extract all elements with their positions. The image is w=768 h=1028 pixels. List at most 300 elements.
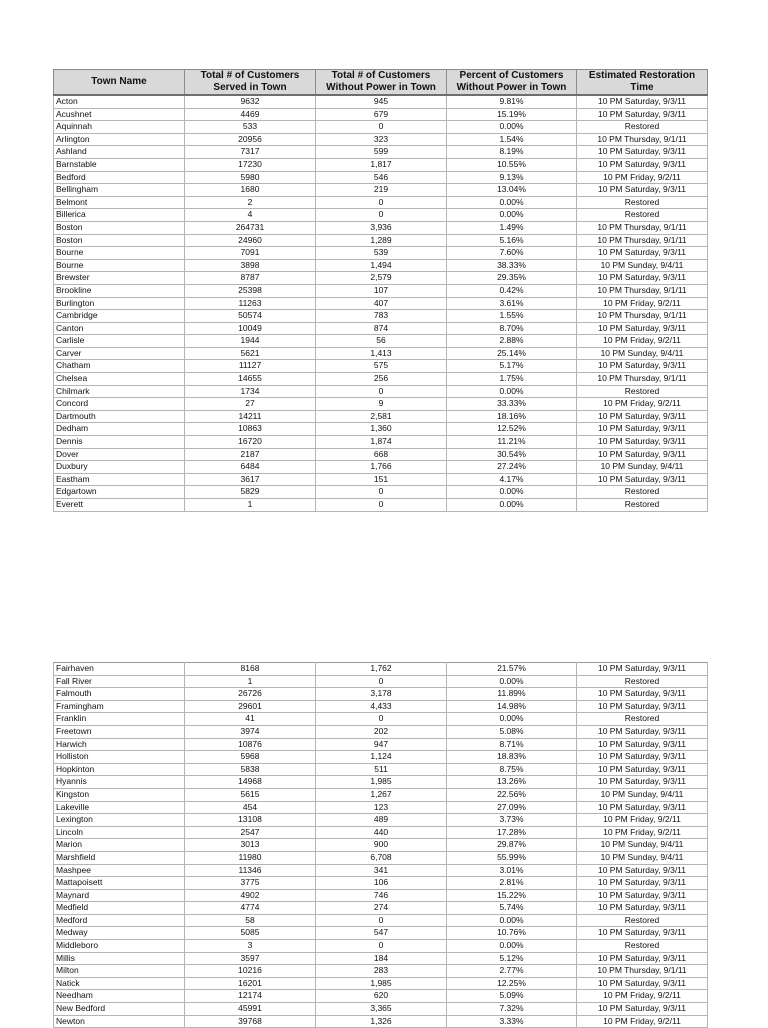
customers-served-cell: 3597 xyxy=(185,952,316,965)
customers-served-cell: 14211 xyxy=(185,410,316,423)
percent-without-power-cell: 10.55% xyxy=(447,158,577,171)
percent-without-power-cell: 2.81% xyxy=(447,877,577,890)
town-name-cell: Dover xyxy=(54,448,185,461)
table-row xyxy=(54,877,708,890)
restoration-time-cell: 10 PM Sunday, 9/4/11 xyxy=(577,788,708,801)
customers-without-power-cell: 106 xyxy=(316,877,447,890)
header-town-name: Town Name xyxy=(54,70,185,96)
percent-without-power-cell: 3.73% xyxy=(447,814,577,827)
restoration-time-cell: Restored xyxy=(577,385,708,398)
town-name-cell: Mattapoisett xyxy=(54,877,185,890)
town-name-cell: Brewster xyxy=(54,272,185,285)
customers-served-cell: 10876 xyxy=(185,738,316,751)
town-name-cell: Needham xyxy=(54,990,185,1003)
customers-served-cell: 5615 xyxy=(185,788,316,801)
restoration-time-cell: 10 PM Saturday, 9/3/11 xyxy=(577,864,708,877)
restoration-time-cell: 10 PM Saturday, 9/3/11 xyxy=(577,410,708,423)
town-name-cell: Dartmouth xyxy=(54,410,185,423)
percent-without-power-cell: 1.54% xyxy=(447,133,577,146)
town-name-cell: Burlington xyxy=(54,297,185,310)
table-row xyxy=(54,902,708,915)
restoration-time-cell: 10 PM Sunday, 9/4/11 xyxy=(577,347,708,360)
restoration-time-cell: 10 PM Thursday, 9/1/11 xyxy=(577,284,708,297)
town-name-cell: Millis xyxy=(54,952,185,965)
customers-served-cell: 2547 xyxy=(185,826,316,839)
customers-without-power-cell: 256 xyxy=(316,373,447,386)
outage-table-page-1 xyxy=(53,69,708,512)
town-name-cell: Holliston xyxy=(54,751,185,764)
table-row xyxy=(54,738,708,751)
town-name-cell: Franklin xyxy=(54,713,185,726)
restoration-time-cell: Restored xyxy=(577,675,708,688)
percent-without-power-cell: 8.75% xyxy=(447,763,577,776)
percent-without-power-cell: 5.16% xyxy=(447,234,577,247)
restoration-time-cell: 10 PM Thursday, 9/1/11 xyxy=(577,965,708,978)
percent-without-power-cell: 8.70% xyxy=(447,322,577,335)
customers-served-cell: 454 xyxy=(185,801,316,814)
table-row xyxy=(54,158,708,171)
town-name-cell: Concord xyxy=(54,398,185,411)
table-row xyxy=(54,801,708,814)
percent-without-power-cell: 3.01% xyxy=(447,864,577,877)
customers-served-cell: 5621 xyxy=(185,347,316,360)
customers-served-cell: 11346 xyxy=(185,864,316,877)
restoration-time-cell: 10 PM Saturday, 9/3/11 xyxy=(577,977,708,990)
table-row xyxy=(54,347,708,360)
restoration-time-cell: 10 PM Thursday, 9/1/11 xyxy=(577,234,708,247)
town-name-cell: Freetown xyxy=(54,725,185,738)
table-row xyxy=(54,322,708,335)
town-name-cell: Aquinnah xyxy=(54,121,185,134)
percent-without-power-cell: 0.00% xyxy=(447,675,577,688)
table-row xyxy=(54,171,708,184)
restoration-time-cell: 10 PM Saturday, 9/3/11 xyxy=(577,448,708,461)
customers-without-power-cell: 323 xyxy=(316,133,447,146)
customers-without-power-cell: 440 xyxy=(316,826,447,839)
table-row xyxy=(54,990,708,1003)
town-name-cell: Duxbury xyxy=(54,461,185,474)
town-name-cell: Medford xyxy=(54,914,185,927)
restoration-time-cell: 10 PM Saturday, 9/3/11 xyxy=(577,877,708,890)
percent-without-power-cell: 27.09% xyxy=(447,801,577,814)
restoration-time-cell: 10 PM Saturday, 9/3/11 xyxy=(577,1003,708,1016)
percent-without-power-cell: 30.54% xyxy=(447,448,577,461)
table-row xyxy=(54,133,708,146)
customers-without-power-cell: 1,985 xyxy=(316,776,447,789)
percent-without-power-cell: 0.00% xyxy=(447,940,577,953)
town-name-cell: Medfield xyxy=(54,902,185,915)
table-row xyxy=(54,423,708,436)
town-name-cell: Harwich xyxy=(54,738,185,751)
restoration-time-cell: 10 PM Saturday, 9/3/11 xyxy=(577,108,708,121)
table-row xyxy=(54,1015,708,1028)
restoration-time-cell: 10 PM Saturday, 9/3/11 xyxy=(577,902,708,915)
restoration-time-cell: 10 PM Saturday, 9/3/11 xyxy=(577,95,708,108)
table-row xyxy=(54,385,708,398)
table-row xyxy=(54,360,708,373)
customers-served-cell: 2187 xyxy=(185,448,316,461)
town-name-cell: Bellingham xyxy=(54,184,185,197)
restoration-time-cell: 10 PM Saturday, 9/3/11 xyxy=(577,751,708,764)
customers-without-power-cell: 3,936 xyxy=(316,221,447,234)
restoration-time-cell: 10 PM Friday, 9/2/11 xyxy=(577,814,708,827)
customers-served-cell: 5085 xyxy=(185,927,316,940)
percent-without-power-cell: 1.55% xyxy=(447,310,577,323)
restoration-time-cell: 10 PM Saturday, 9/3/11 xyxy=(577,146,708,159)
table-row xyxy=(54,146,708,159)
town-name-cell: Bedford xyxy=(54,171,185,184)
customers-without-power-cell: 407 xyxy=(316,297,447,310)
restoration-time-cell: 10 PM Saturday, 9/3/11 xyxy=(577,725,708,738)
table-row xyxy=(54,788,708,801)
customers-without-power-cell: 1,766 xyxy=(316,461,447,474)
town-name-cell: Marshfield xyxy=(54,851,185,864)
customers-served-cell: 3013 xyxy=(185,839,316,852)
percent-without-power-cell: 29.87% xyxy=(447,839,577,852)
town-name-cell: Canton xyxy=(54,322,185,335)
customers-served-cell: 25398 xyxy=(185,284,316,297)
restoration-time-cell: 10 PM Thursday, 9/1/11 xyxy=(577,373,708,386)
customers-served-cell: 3 xyxy=(185,940,316,953)
restoration-time-cell: 10 PM Saturday, 9/3/11 xyxy=(577,801,708,814)
customers-served-cell: 7317 xyxy=(185,146,316,159)
town-name-cell: Fairhaven xyxy=(54,663,185,676)
table-row xyxy=(54,448,708,461)
restoration-time-cell: 10 PM Sunday, 9/4/11 xyxy=(577,259,708,272)
table-row xyxy=(54,725,708,738)
customers-served-cell: 1 xyxy=(185,675,316,688)
customers-served-cell: 5838 xyxy=(185,763,316,776)
customers-without-power-cell: 274 xyxy=(316,902,447,915)
restoration-time-cell: 10 PM Saturday, 9/3/11 xyxy=(577,360,708,373)
town-name-cell: Chatham xyxy=(54,360,185,373)
town-name-cell: Boston xyxy=(54,234,185,247)
restoration-time-cell: 10 PM Friday, 9/2/11 xyxy=(577,171,708,184)
table-row xyxy=(54,940,708,953)
customers-without-power-cell: 539 xyxy=(316,247,447,260)
town-name-cell: Eastham xyxy=(54,473,185,486)
customers-served-cell: 4774 xyxy=(185,902,316,915)
customers-without-power-cell: 0 xyxy=(316,121,447,134)
percent-without-power-cell: 1.49% xyxy=(447,221,577,234)
customers-without-power-cell: 219 xyxy=(316,184,447,197)
header-percent-without-power: Percent of Customers Without Power in Town xyxy=(447,70,577,96)
customers-served-cell: 3775 xyxy=(185,877,316,890)
town-name-cell: Natick xyxy=(54,977,185,990)
table-row xyxy=(54,914,708,927)
town-name-cell: Billerica xyxy=(54,209,185,222)
percent-without-power-cell: 0.00% xyxy=(447,385,577,398)
percent-without-power-cell: 21.57% xyxy=(447,663,577,676)
percent-without-power-cell: 4.17% xyxy=(447,473,577,486)
percent-without-power-cell: 5.08% xyxy=(447,725,577,738)
customers-without-power-cell: 0 xyxy=(316,486,447,499)
restoration-time-cell: 10 PM Saturday, 9/3/11 xyxy=(577,473,708,486)
customers-without-power-cell: 599 xyxy=(316,146,447,159)
percent-without-power-cell: 5.12% xyxy=(447,952,577,965)
customers-without-power-cell: 1,762 xyxy=(316,663,447,676)
percent-without-power-cell: 8.19% xyxy=(447,146,577,159)
table-row xyxy=(54,209,708,222)
table-row xyxy=(54,663,708,676)
table-row xyxy=(54,713,708,726)
customers-served-cell: 5829 xyxy=(185,486,316,499)
percent-without-power-cell: 0.00% xyxy=(447,499,577,512)
table-row xyxy=(54,436,708,449)
customers-without-power-cell: 0 xyxy=(316,940,447,953)
restoration-time-cell: 10 PM Friday, 9/2/11 xyxy=(577,826,708,839)
customers-without-power-cell: 0 xyxy=(316,914,447,927)
customers-without-power-cell: 123 xyxy=(316,801,447,814)
table-row xyxy=(54,851,708,864)
restoration-time-cell: 10 PM Friday, 9/2/11 xyxy=(577,1015,708,1028)
customers-served-cell: 27 xyxy=(185,398,316,411)
customers-served-cell: 39768 xyxy=(185,1015,316,1028)
restoration-time-cell: 10 PM Friday, 9/2/11 xyxy=(577,990,708,1003)
percent-without-power-cell: 18.16% xyxy=(447,410,577,423)
customers-without-power-cell: 202 xyxy=(316,725,447,738)
town-name-cell: Boston xyxy=(54,221,185,234)
customers-served-cell: 20956 xyxy=(185,133,316,146)
table-row xyxy=(54,763,708,776)
restoration-time-cell: 10 PM Friday, 9/2/11 xyxy=(577,398,708,411)
percent-without-power-cell: 11.21% xyxy=(447,436,577,449)
town-name-cell: Fall River xyxy=(54,675,185,688)
table-body xyxy=(54,95,708,511)
customers-served-cell: 1944 xyxy=(185,335,316,348)
customers-without-power-cell: 0 xyxy=(316,499,447,512)
restoration-time-cell: Restored xyxy=(577,209,708,222)
table-row xyxy=(54,826,708,839)
town-name-cell: Barnstable xyxy=(54,158,185,171)
restoration-time-cell: 10 PM Saturday, 9/3/11 xyxy=(577,738,708,751)
town-name-cell: Lincoln xyxy=(54,826,185,839)
percent-without-power-cell: 25.14% xyxy=(447,347,577,360)
customers-without-power-cell: 1,985 xyxy=(316,977,447,990)
percent-without-power-cell: 7.60% xyxy=(447,247,577,260)
customers-without-power-cell: 900 xyxy=(316,839,447,852)
header-customers-without-power: Total # of Customers Without Power in Town xyxy=(316,70,447,96)
percent-without-power-cell: 10.76% xyxy=(447,927,577,940)
customers-without-power-cell: 511 xyxy=(316,763,447,776)
table-row xyxy=(54,977,708,990)
restoration-time-cell: 10 PM Friday, 9/2/11 xyxy=(577,297,708,310)
percent-without-power-cell: 2.88% xyxy=(447,335,577,348)
customers-without-power-cell: 1,326 xyxy=(316,1015,447,1028)
customers-without-power-cell: 620 xyxy=(316,990,447,1003)
customers-without-power-cell: 3,178 xyxy=(316,688,447,701)
customers-served-cell: 14968 xyxy=(185,776,316,789)
restoration-time-cell: 10 PM Sunday, 9/4/11 xyxy=(577,839,708,852)
percent-without-power-cell: 55.99% xyxy=(447,851,577,864)
customers-without-power-cell: 783 xyxy=(316,310,447,323)
restoration-time-cell: 10 PM Saturday, 9/3/11 xyxy=(577,322,708,335)
percent-without-power-cell: 9.13% xyxy=(447,171,577,184)
customers-served-cell: 17230 xyxy=(185,158,316,171)
town-name-cell: Cambridge xyxy=(54,310,185,323)
customers-served-cell: 13108 xyxy=(185,814,316,827)
town-name-cell: Belmont xyxy=(54,196,185,209)
customers-served-cell: 264731 xyxy=(185,221,316,234)
table-row xyxy=(54,814,708,827)
customers-served-cell: 16201 xyxy=(185,977,316,990)
customers-without-power-cell: 4,433 xyxy=(316,700,447,713)
restoration-time-cell: Restored xyxy=(577,499,708,512)
customers-without-power-cell: 341 xyxy=(316,864,447,877)
customers-served-cell: 3898 xyxy=(185,259,316,272)
customers-without-power-cell: 489 xyxy=(316,814,447,827)
percent-without-power-cell: 0.00% xyxy=(447,196,577,209)
restoration-time-cell: 10 PM Saturday, 9/3/11 xyxy=(577,436,708,449)
table-row xyxy=(54,121,708,134)
customers-without-power-cell: 2,581 xyxy=(316,410,447,423)
restoration-time-cell: 10 PM Saturday, 9/3/11 xyxy=(577,927,708,940)
percent-without-power-cell: 0.00% xyxy=(447,209,577,222)
percent-without-power-cell: 5.09% xyxy=(447,990,577,1003)
table-row xyxy=(54,700,708,713)
town-name-cell: Ashland xyxy=(54,146,185,159)
percent-without-power-cell: 12.52% xyxy=(447,423,577,436)
customers-without-power-cell: 945 xyxy=(316,95,447,108)
percent-without-power-cell: 5.74% xyxy=(447,902,577,915)
customers-without-power-cell: 184 xyxy=(316,952,447,965)
restoration-time-cell: 10 PM Saturday, 9/3/11 xyxy=(577,688,708,701)
town-name-cell: Framingham xyxy=(54,700,185,713)
customers-without-power-cell: 546 xyxy=(316,171,447,184)
town-name-cell: Arlington xyxy=(54,133,185,146)
customers-without-power-cell: 1,494 xyxy=(316,259,447,272)
customers-served-cell: 5968 xyxy=(185,751,316,764)
restoration-time-cell: 10 PM Saturday, 9/3/11 xyxy=(577,158,708,171)
customers-without-power-cell: 668 xyxy=(316,448,447,461)
customers-served-cell: 2 xyxy=(185,196,316,209)
town-name-cell: Mashpee xyxy=(54,864,185,877)
percent-without-power-cell: 5.17% xyxy=(447,360,577,373)
customers-served-cell: 3617 xyxy=(185,473,316,486)
customers-without-power-cell: 56 xyxy=(316,335,447,348)
restoration-time-cell: Restored xyxy=(577,196,708,209)
percent-without-power-cell: 0.00% xyxy=(447,486,577,499)
restoration-time-cell: Restored xyxy=(577,940,708,953)
town-name-cell: Edgartown xyxy=(54,486,185,499)
customers-without-power-cell: 151 xyxy=(316,473,447,486)
customers-served-cell: 45991 xyxy=(185,1003,316,1016)
percent-without-power-cell: 11.89% xyxy=(447,688,577,701)
customers-served-cell: 8787 xyxy=(185,272,316,285)
table-row xyxy=(54,259,708,272)
percent-without-power-cell: 15.22% xyxy=(447,889,577,902)
town-name-cell: Falmouth xyxy=(54,688,185,701)
table-row xyxy=(54,889,708,902)
restoration-time-cell: 10 PM Thursday, 9/1/11 xyxy=(577,310,708,323)
percent-without-power-cell: 9.81% xyxy=(447,95,577,108)
customers-served-cell: 8168 xyxy=(185,663,316,676)
percent-without-power-cell: 1.75% xyxy=(447,373,577,386)
customers-served-cell: 11263 xyxy=(185,297,316,310)
town-name-cell: Marion xyxy=(54,839,185,852)
customers-served-cell: 1734 xyxy=(185,385,316,398)
customers-without-power-cell: 2,579 xyxy=(316,272,447,285)
customers-without-power-cell: 1,874 xyxy=(316,436,447,449)
customers-without-power-cell: 3,365 xyxy=(316,1003,447,1016)
restoration-time-cell: 10 PM Saturday, 9/3/11 xyxy=(577,889,708,902)
restoration-time-cell: 10 PM Friday, 9/2/11 xyxy=(577,335,708,348)
percent-without-power-cell: 0.42% xyxy=(447,284,577,297)
header-estimated-restoration: Estimated Restoration Time xyxy=(577,70,708,96)
customers-without-power-cell: 874 xyxy=(316,322,447,335)
table-body xyxy=(54,663,708,1028)
customers-without-power-cell: 1,360 xyxy=(316,423,447,436)
table-row xyxy=(54,499,708,512)
percent-without-power-cell: 33.33% xyxy=(447,398,577,411)
percent-without-power-cell: 22.56% xyxy=(447,788,577,801)
percent-without-power-cell: 8.71% xyxy=(447,738,577,751)
restoration-time-cell: Restored xyxy=(577,914,708,927)
customers-without-power-cell: 746 xyxy=(316,889,447,902)
town-name-cell: Lexington xyxy=(54,814,185,827)
restoration-time-cell: 10 PM Saturday, 9/3/11 xyxy=(577,763,708,776)
customers-without-power-cell: 6,708 xyxy=(316,851,447,864)
customers-without-power-cell: 107 xyxy=(316,284,447,297)
customers-without-power-cell: 0 xyxy=(316,385,447,398)
table-row xyxy=(54,952,708,965)
table-row xyxy=(54,373,708,386)
town-name-cell: Lakeville xyxy=(54,801,185,814)
table-row xyxy=(54,247,708,260)
restoration-time-cell: 10 PM Saturday, 9/3/11 xyxy=(577,184,708,197)
customers-without-power-cell: 0 xyxy=(316,713,447,726)
customers-without-power-cell: 1,289 xyxy=(316,234,447,247)
restoration-time-cell: 10 PM Saturday, 9/3/11 xyxy=(577,247,708,260)
table-row xyxy=(54,864,708,877)
customers-served-cell: 14655 xyxy=(185,373,316,386)
customers-served-cell: 1680 xyxy=(185,184,316,197)
table-row xyxy=(54,751,708,764)
town-name-cell: Carver xyxy=(54,347,185,360)
table-row xyxy=(54,297,708,310)
town-name-cell: Everett xyxy=(54,499,185,512)
table-row xyxy=(54,839,708,852)
restoration-time-cell: 10 PM Saturday, 9/3/11 xyxy=(577,423,708,436)
table-row xyxy=(54,272,708,285)
customers-served-cell: 58 xyxy=(185,914,316,927)
customers-without-power-cell: 1,817 xyxy=(316,158,447,171)
customers-without-power-cell: 0 xyxy=(316,675,447,688)
customers-served-cell: 3974 xyxy=(185,725,316,738)
customers-served-cell: 10049 xyxy=(185,322,316,335)
town-name-cell: Medway xyxy=(54,927,185,940)
table-row xyxy=(54,95,708,108)
customers-served-cell: 6484 xyxy=(185,461,316,474)
restoration-time-cell: Restored xyxy=(577,121,708,134)
customers-served-cell: 24960 xyxy=(185,234,316,247)
table-row xyxy=(54,108,708,121)
customers-without-power-cell: 1,267 xyxy=(316,788,447,801)
header-row xyxy=(54,70,708,96)
table-row xyxy=(54,675,708,688)
town-name-cell: Dedham xyxy=(54,423,185,436)
customers-served-cell: 10863 xyxy=(185,423,316,436)
outage-table-page-2 xyxy=(53,662,708,1028)
percent-without-power-cell: 29.35% xyxy=(447,272,577,285)
town-name-cell: New Bedford xyxy=(54,1003,185,1016)
town-name-cell: Middleboro xyxy=(54,940,185,953)
restoration-time-cell: 10 PM Sunday, 9/4/11 xyxy=(577,461,708,474)
percent-without-power-cell: 17.28% xyxy=(447,826,577,839)
percent-without-power-cell: 2.77% xyxy=(447,965,577,978)
customers-served-cell: 11980 xyxy=(185,851,316,864)
town-name-cell: Kingston xyxy=(54,788,185,801)
